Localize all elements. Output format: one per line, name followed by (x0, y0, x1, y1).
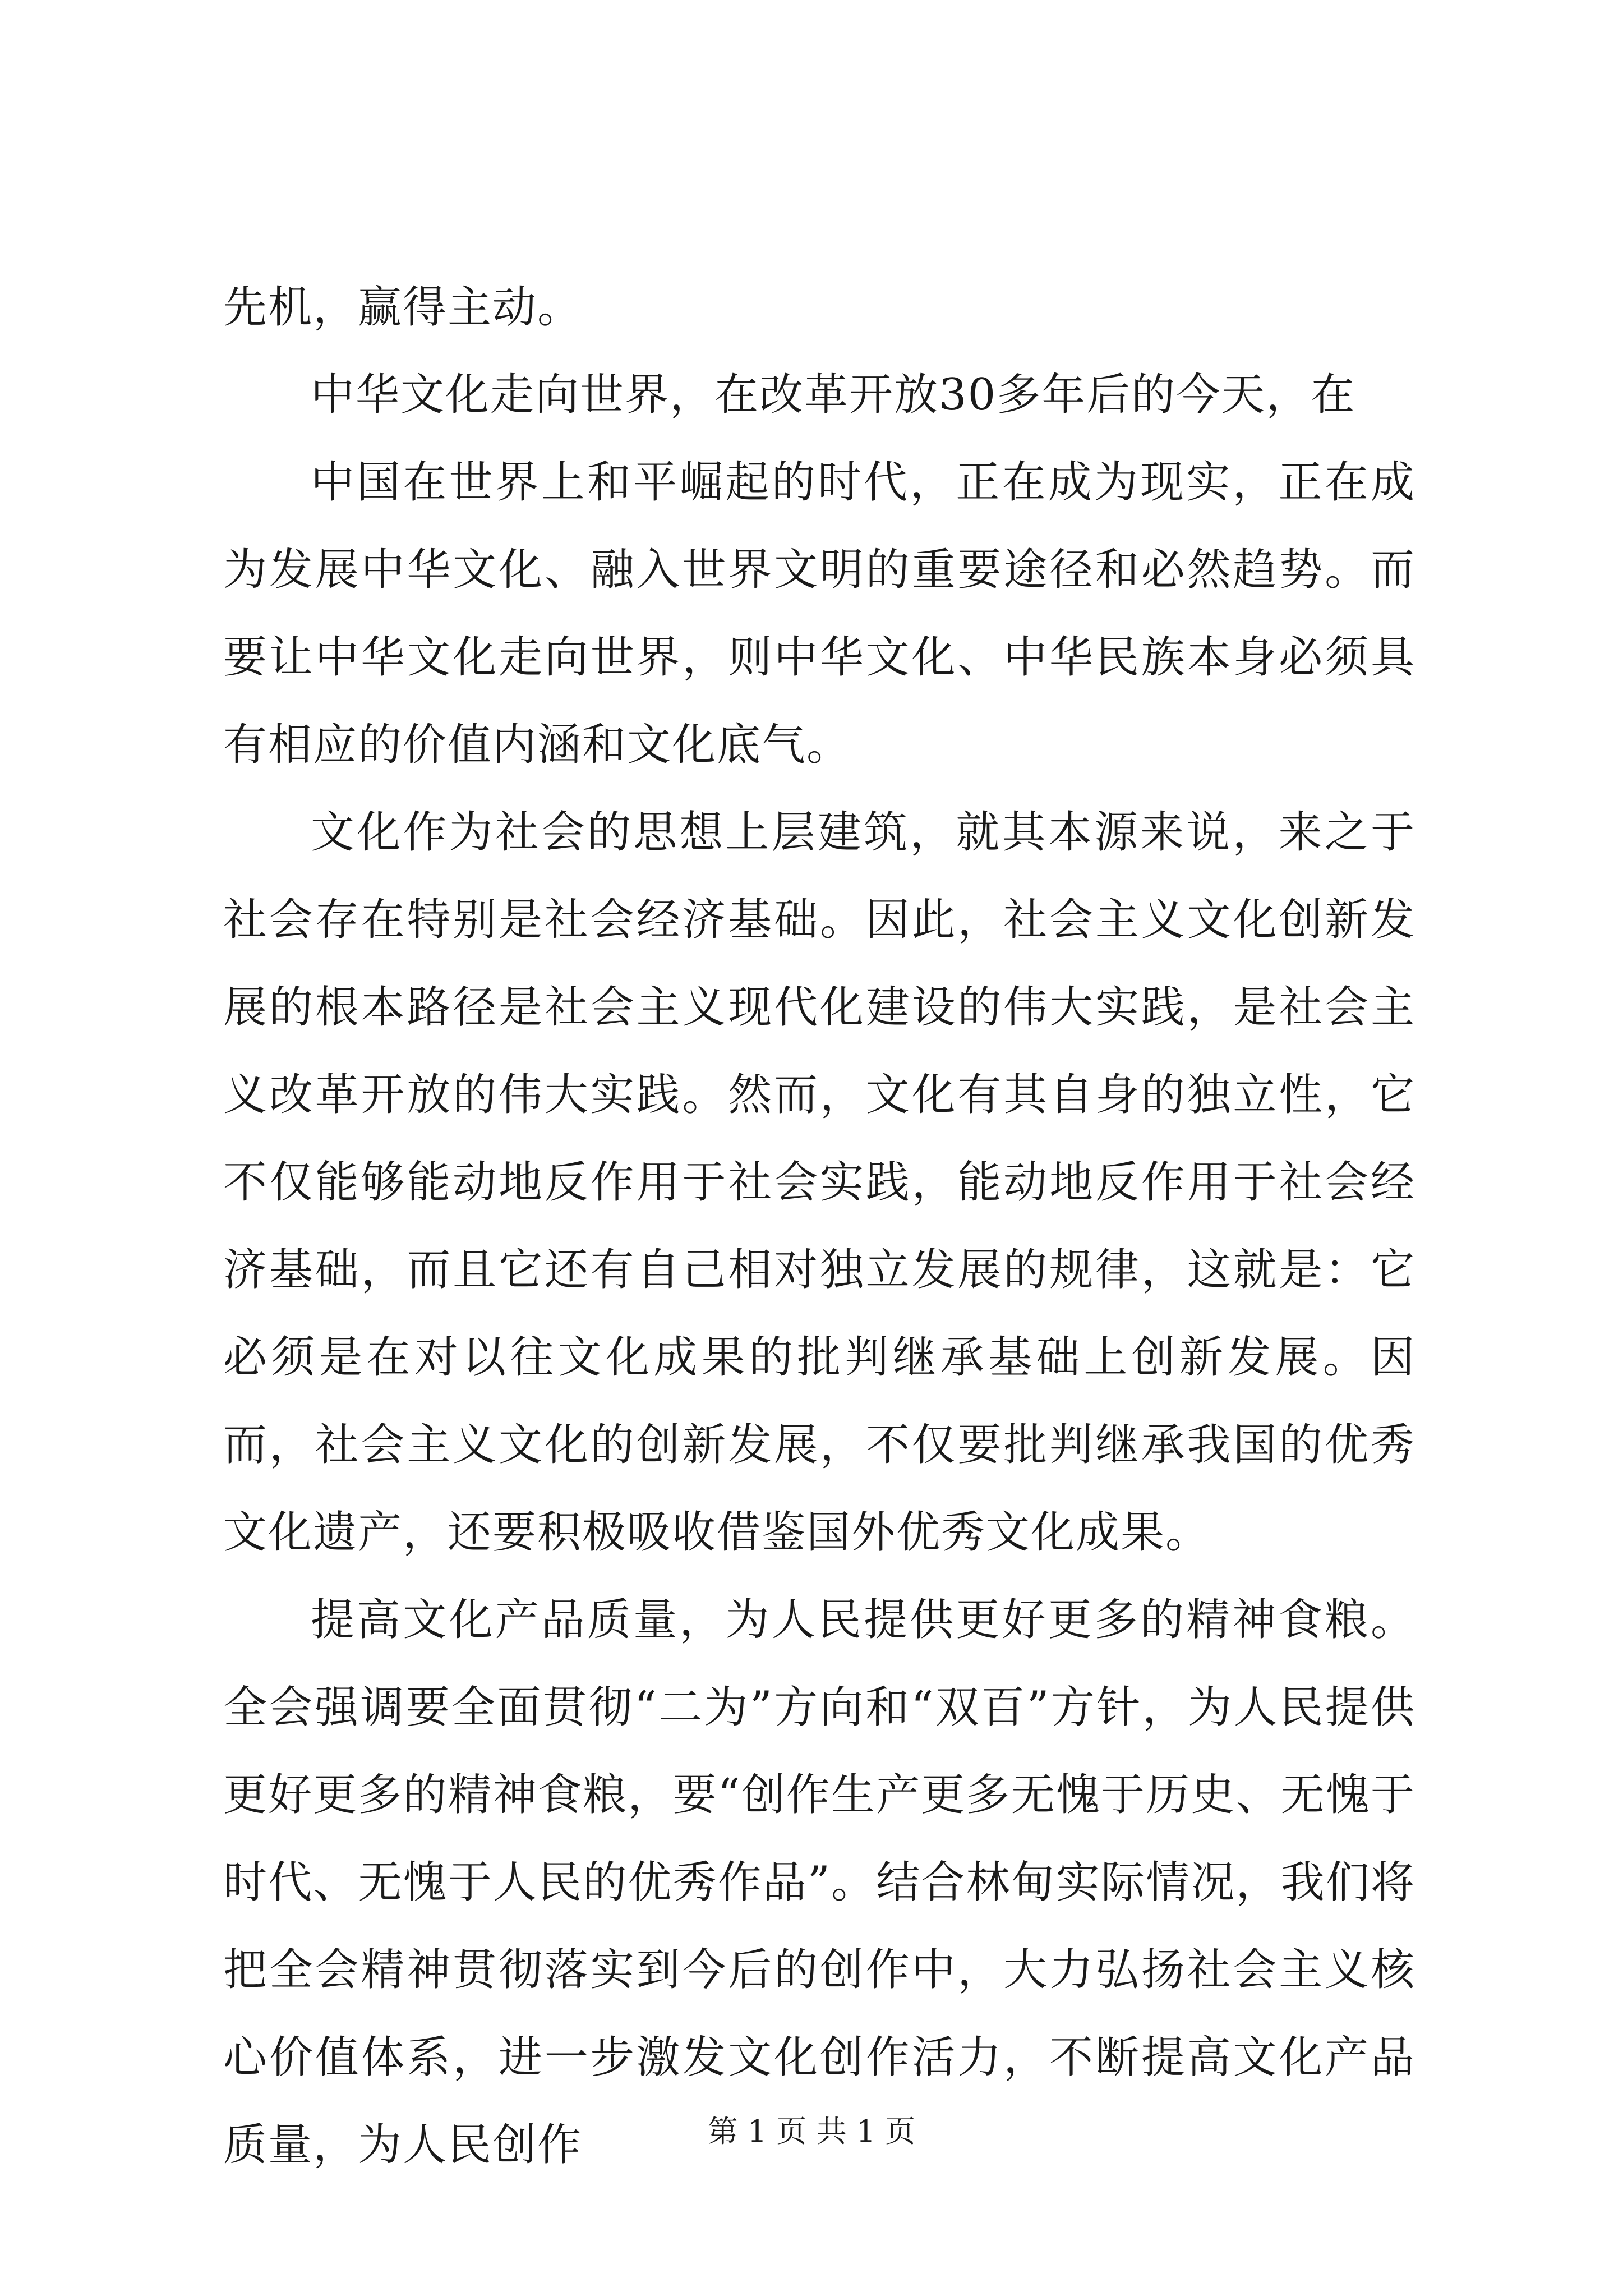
paragraph-culture-to-world: 中华文化走向世界，在改革开放30多年后的今天，在 (311, 370, 1356, 420)
paragraph-superstructure: 文化作为社会的思想上层建筑，就其本源来说，来之于社会存在特别是社会经济基础。因此，社会主义文化创新发展的根本路径是社会主义现代化建设的伟大实践，是社会主义改革开放的伟大实践。然而，文化有其自身的独立性，它不仅能够能动地反作用于社会实践，能动地反作用于社会经济基础，而且它还有自己相对独立发展的规律，这就是：它必须是在对以往文化成果的批判继承基础上创新发展。因而，社会主义文化的创新发展，不仅要批判继承我国的优秀文化遗产，还要积极吸收借鉴国外优秀文化成果。 (223, 807, 1415, 1558)
paragraph-peaceful-rise: 中国在世界上和平崛起的时代，正在成为现实，正在成为发展中华文化、融入世界文明的重要途径和必然趋势。而要让中华文化走向世界，则中华文化、中华民族本身必须具有相应的价值内涵和文化底气。 (223, 457, 1415, 770)
body-text (223, 264, 1415, 2189)
paragraph-continuation: 先机，赢得主动。 (223, 282, 583, 333)
paragraph-product-quality: 提高文化产品质量，为人民提供更好更多的精神食粮。全会强调要全面贯彻“二为”方向和“双百”方针，为人民提供更好更多的精神食粮，要“创作生产更多无愧于历史、无愧于时代、无愧于人民的优秀作品”。结合林甸实际情况，我们将把全会精神贯彻落实到今后的创作中，大力弘扬社会主义核心价值体系，进一步激发文化创作活力，不断提高文化产品质量，为人民创作 (223, 1595, 1415, 2170)
page-footer: 第 1 页 共 1 页 (707, 2114, 916, 2149)
